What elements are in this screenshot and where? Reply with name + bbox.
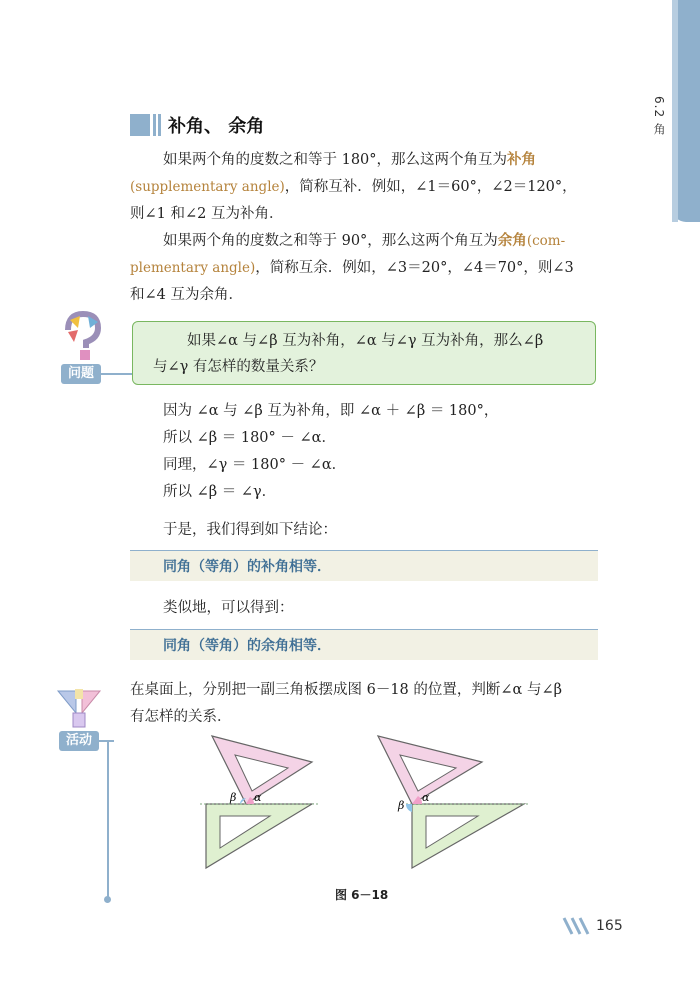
para2-line2: plementary angle)，简称互余．例如，∠3＝20°，∠4＝70°，则∠3 xyxy=(130,260,574,276)
triangle-rulers-icon xyxy=(54,683,104,729)
activity-line1: 在桌面上，分别把一副三角板摆成图 6－18 的位置，判断∠α 与∠β xyxy=(130,682,562,698)
figure-left-beta-label: β xyxy=(230,791,237,804)
question-line1: 如果∠α 与∠β 互为补角，∠α 与∠γ 互为补角，那么∠β xyxy=(187,333,544,349)
proof-line2: 所以 ∠β ＝ 180° － ∠α． xyxy=(163,430,336,446)
question-line2: 与∠γ 有怎样的数量关系？ xyxy=(153,359,324,375)
question-mark-icon xyxy=(56,308,106,362)
similar-intro: 类似地，可以得到： xyxy=(163,600,294,616)
term-complementary-english: plementary angle) xyxy=(130,260,256,276)
heading-marker-block xyxy=(130,114,150,136)
figure-right-alpha-label: α xyxy=(422,791,430,804)
figure-left-alpha-label: α xyxy=(254,791,262,804)
activity-badge: 活动 xyxy=(59,731,99,751)
figure-right-beta-label: β xyxy=(398,799,405,812)
proof-line1: 因为 ∠α 与 ∠β 互为补角，即 ∠α ＋ ∠β ＝ 180°， xyxy=(163,403,499,419)
question-connector xyxy=(101,373,132,375)
activity-timeline xyxy=(107,740,109,898)
heading-marker-stripe xyxy=(153,114,156,136)
page-number: 165 xyxy=(596,918,623,934)
para2-line3: 和∠4 互为余角． xyxy=(130,287,243,303)
conclusion2-text: 同角（等角）的余角相等． xyxy=(163,638,331,654)
figure-6-18 xyxy=(190,733,540,873)
section-heading: 补角、 余角 xyxy=(168,116,265,137)
timeline-end-dot xyxy=(104,896,111,903)
proof-line4: 所以 ∠β ＝ ∠γ． xyxy=(163,484,277,500)
para2-line1: 如果两个角的度数之和等于 90°，那么这两个角互为余角(com- xyxy=(163,233,566,249)
heading-marker-stripe xyxy=(158,114,161,136)
para1-line1: 如果两个角的度数之和等于 180°，那么这两个角互为补角 xyxy=(163,152,537,168)
figure-left-arrangement xyxy=(200,736,318,868)
term-supplementary-english: (supplementary angle) xyxy=(130,179,285,195)
page-number-slashes-icon xyxy=(562,916,594,936)
figure-right-arrangement xyxy=(378,736,528,868)
para1-line3: 则∠1 和∠2 互为补角． xyxy=(130,206,284,222)
term-complementary: 余角 xyxy=(497,233,527,249)
activity-line2: 有怎样的关系． xyxy=(130,709,232,725)
chapter-side-tab-edge xyxy=(672,0,678,222)
proof-line3: 同理，∠γ ＝ 180° － ∠α． xyxy=(163,457,347,473)
conclusion-intro: 于是，我们得到如下结论： xyxy=(163,522,337,538)
term-supplementary: 补角 xyxy=(507,152,537,168)
figure-caption: 图 6－18 xyxy=(335,888,389,902)
question-badge: 问题 xyxy=(61,364,101,384)
conclusion1-text: 同角（等角）的补角相等． xyxy=(163,559,331,575)
chapter-label: 6.2 角 xyxy=(652,96,666,136)
para1-line2: (supplementary angle)，简称互补．例如，∠1＝60°，∠2＝120°， xyxy=(130,179,577,195)
